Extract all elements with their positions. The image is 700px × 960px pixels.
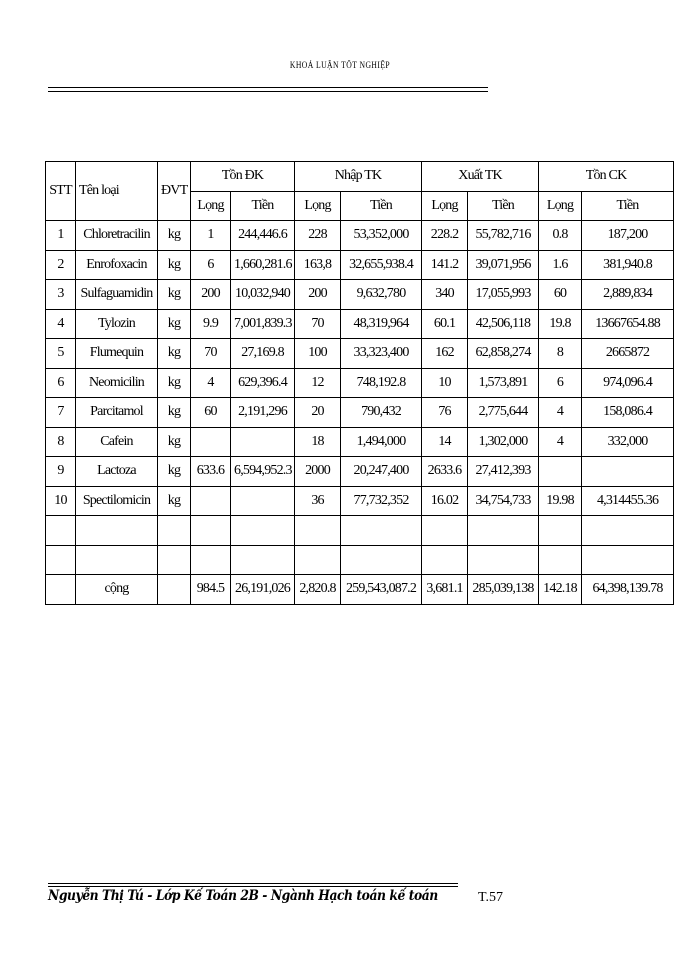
cell-dvt: kg	[158, 339, 191, 369]
cell-xuat-luong: 60.1	[422, 309, 468, 339]
cell-ck-luong: 1.6	[539, 250, 582, 280]
empty-cell	[46, 516, 76, 546]
empty-cell	[422, 516, 468, 546]
cell-nhap-tien: 53,352,000	[341, 221, 422, 251]
cell-dk-tien: 2,191,296	[231, 398, 295, 428]
cell-name: Chloretracilin	[76, 221, 158, 251]
col-header-nhap-luong: Lọng	[295, 191, 341, 221]
col-header-ck-tien: Tiền	[582, 191, 674, 221]
cell-nhap-luong: 228	[295, 221, 341, 251]
header-rule-bottom	[48, 91, 488, 92]
cell-ck-tien: 2665872	[582, 339, 674, 369]
cell-ck-tien	[582, 457, 674, 487]
cell-dvt: kg	[158, 221, 191, 251]
cell-ck-tien: 332,000	[582, 427, 674, 457]
cell-nhap-luong: 18	[295, 427, 341, 457]
empty-cell	[46, 545, 76, 575]
cell-stt: 4	[46, 309, 76, 339]
inventory-table	[45, 161, 674, 605]
cell-nhap-luong: 100	[295, 339, 341, 369]
cell-dk-luong	[191, 427, 231, 457]
cell-ck-luong	[539, 457, 582, 487]
cell-nhap-tien: 32,655,938.4	[341, 250, 422, 280]
cell-xuat-tien: 42,506,118	[468, 309, 539, 339]
cell-stt: 5	[46, 339, 76, 369]
cell-name: Cafein	[76, 427, 158, 457]
cell-name: Parcitamol	[76, 398, 158, 428]
cell-name: Lactoza	[76, 457, 158, 487]
cell-name: Sulfaguamidin	[76, 280, 158, 310]
table-row	[46, 309, 674, 339]
cell-dk-luong: 200	[191, 280, 231, 310]
cell-nhap-tien: 48,319,964	[341, 309, 422, 339]
cell-nhap-tien: 33,323,400	[341, 339, 422, 369]
empty-cell	[191, 516, 231, 546]
cell-ck-luong: 60	[539, 280, 582, 310]
cell-dk-tien: 629,396.4	[231, 368, 295, 398]
cell-ck-luong: 8	[539, 339, 582, 369]
cell-dk-luong: 1	[191, 221, 231, 251]
cell-stt: 8	[46, 427, 76, 457]
cell-xuat-luong: 228.2	[422, 221, 468, 251]
total-cell-stt	[46, 575, 76, 605]
cell-ck-luong: 6	[539, 368, 582, 398]
empty-cell	[295, 516, 341, 546]
cell-xuat-tien: 2,775,644	[468, 398, 539, 428]
cell-nhap-tien: 748,192.8	[341, 368, 422, 398]
table-row	[46, 250, 674, 280]
cell-dk-luong: 6	[191, 250, 231, 280]
cell-ck-luong: 19.98	[539, 486, 582, 516]
cell-xuat-luong: 10	[422, 368, 468, 398]
cell-ck-tien: 187,200	[582, 221, 674, 251]
cell-xuat-luong: 340	[422, 280, 468, 310]
empty-cell	[582, 545, 674, 575]
col-header-ton-dk: Tồn ĐK	[191, 162, 295, 192]
cell-nhap-luong: 36	[295, 486, 341, 516]
cell-name: Enrofoxacin	[76, 250, 158, 280]
page-header-title: KHOÁ LUẬN TỐT NGHIỆP	[289, 60, 391, 70]
cell-name: Tylozin	[76, 309, 158, 339]
cell-dvt: kg	[158, 309, 191, 339]
empty-cell	[341, 516, 422, 546]
total-xuat-luong: 3,681.1	[422, 575, 468, 605]
cell-name: Spectilomicin	[76, 486, 158, 516]
cell-nhap-luong: 2000	[295, 457, 341, 487]
cell-dk-luong: 633.6	[191, 457, 231, 487]
header-rule-top	[48, 87, 488, 88]
page-number: T.57	[478, 890, 504, 905]
empty-cell	[422, 545, 468, 575]
cell-xuat-luong: 14	[422, 427, 468, 457]
empty-row	[46, 516, 674, 546]
cell-xuat-luong: 76	[422, 398, 468, 428]
cell-xuat-tien: 62,858,274	[468, 339, 539, 369]
empty-cell	[158, 516, 191, 546]
total-xuat-tien: 285,039,138	[468, 575, 539, 605]
total-nhap-luong: 2,820.8	[295, 575, 341, 605]
cell-xuat-tien: 17,055,993	[468, 280, 539, 310]
col-header-dvt: ĐVT	[158, 162, 191, 221]
cell-dk-tien	[231, 486, 295, 516]
table-row	[46, 280, 674, 310]
empty-cell	[76, 545, 158, 575]
cell-name: Neomicilin	[76, 368, 158, 398]
empty-cell	[539, 516, 582, 546]
cell-xuat-tien: 34,754,733	[468, 486, 539, 516]
footer-author-line: Nguyễn Thị Tú - Lớp Kế Toán 2B - Ngành Hạch toán kế toán	[48, 888, 438, 904]
empty-cell	[295, 545, 341, 575]
col-header-ck-luong: Lọng	[539, 191, 582, 221]
cell-xuat-tien: 55,782,716	[468, 221, 539, 251]
cell-ck-luong: 0.8	[539, 221, 582, 251]
cell-xuat-tien: 1,302,000	[468, 427, 539, 457]
total-cell-dvt	[158, 575, 191, 605]
cell-nhap-luong: 70	[295, 309, 341, 339]
cell-ck-luong: 4	[539, 398, 582, 428]
col-header-nhap-tien: Tiền	[341, 191, 422, 221]
cell-dk-tien	[231, 427, 295, 457]
cell-dk-tien: 10,032,940	[231, 280, 295, 310]
cell-dk-tien: 1,660,281.6	[231, 250, 295, 280]
table-row	[46, 486, 674, 516]
table-row	[46, 427, 674, 457]
total-row	[46, 575, 674, 605]
cell-nhap-tien: 1,494,000	[341, 427, 422, 457]
empty-cell	[231, 545, 295, 575]
cell-ck-tien: 13667654.88	[582, 309, 674, 339]
cell-name: Flumequin	[76, 339, 158, 369]
cell-dk-luong: 60	[191, 398, 231, 428]
cell-ck-luong: 19.8	[539, 309, 582, 339]
cell-nhap-tien: 9,632,780	[341, 280, 422, 310]
col-header-ton-ck: Tồn CK	[539, 162, 674, 192]
cell-stt: 3	[46, 280, 76, 310]
cell-xuat-tien: 1,573,891	[468, 368, 539, 398]
table-body	[46, 221, 674, 575]
col-header-stt: STT	[46, 162, 76, 221]
cell-nhap-luong: 200	[295, 280, 341, 310]
cell-xuat-tien: 39,071,956	[468, 250, 539, 280]
total-ck-luong: 142.18	[539, 575, 582, 605]
total-dk-luong: 984.5	[191, 575, 231, 605]
cell-dvt: kg	[158, 250, 191, 280]
col-header-xuat-tien: Tiền	[468, 191, 539, 221]
cell-ck-tien: 381,940.8	[582, 250, 674, 280]
cell-ck-tien: 2,889,834	[582, 280, 674, 310]
col-header-dk-tien: Tiền	[231, 191, 295, 221]
cell-dvt: kg	[158, 398, 191, 428]
cell-xuat-luong: 16.02	[422, 486, 468, 516]
table-row	[46, 457, 674, 487]
cell-dvt: kg	[158, 457, 191, 487]
cell-ck-tien: 158,086.4	[582, 398, 674, 428]
cell-dk-luong: 70	[191, 339, 231, 369]
cell-nhap-tien: 790,432	[341, 398, 422, 428]
cell-stt: 1	[46, 221, 76, 251]
cell-dk-luong: 4	[191, 368, 231, 398]
empty-cell	[539, 545, 582, 575]
cell-dk-luong	[191, 486, 231, 516]
total-label: cộng	[76, 575, 158, 605]
col-header-ten-loai: Tên loại	[76, 162, 158, 221]
cell-xuat-luong: 2633.6	[422, 457, 468, 487]
cell-xuat-luong: 141.2	[422, 250, 468, 280]
cell-dk-tien: 6,594,952.3	[231, 457, 295, 487]
cell-stt: 9	[46, 457, 76, 487]
cell-xuat-luong: 162	[422, 339, 468, 369]
footer-rule-bottom	[48, 886, 458, 887]
empty-cell	[582, 516, 674, 546]
cell-ck-luong: 4	[539, 427, 582, 457]
empty-cell	[341, 545, 422, 575]
cell-stt: 7	[46, 398, 76, 428]
empty-cell	[468, 545, 539, 575]
cell-stt: 10	[46, 486, 76, 516]
cell-dvt: kg	[158, 280, 191, 310]
cell-nhap-luong: 20	[295, 398, 341, 428]
empty-cell	[76, 516, 158, 546]
col-header-dk-luong: Lọng	[191, 191, 231, 221]
cell-ck-tien: 4,314455.36	[582, 486, 674, 516]
cell-dvt: kg	[158, 427, 191, 457]
col-header-xuat-luong: Lọng	[422, 191, 468, 221]
table-row	[46, 221, 674, 251]
total-ck-tien: 64,398,139.78	[582, 575, 674, 605]
table-row	[46, 339, 674, 369]
table-row	[46, 398, 674, 428]
total-nhap-tien: 259,543,087.2	[341, 575, 422, 605]
cell-dk-tien: 27,169.8	[231, 339, 295, 369]
cell-nhap-tien: 77,732,352	[341, 486, 422, 516]
empty-row	[46, 545, 674, 575]
footer-rule-top	[48, 883, 458, 884]
total-dk-tien: 26,191,026	[231, 575, 295, 605]
cell-dk-tien: 7,001,839.3	[231, 309, 295, 339]
cell-dvt: kg	[158, 486, 191, 516]
cell-dvt: kg	[158, 368, 191, 398]
empty-cell	[468, 516, 539, 546]
col-header-xuat-tk: Xuất TK	[422, 162, 539, 192]
col-header-nhap-tk: Nhập TK	[295, 162, 422, 192]
cell-ck-tien: 974,096.4	[582, 368, 674, 398]
table-row	[46, 368, 674, 398]
cell-xuat-tien: 27,412,393	[468, 457, 539, 487]
header-row-top	[46, 162, 674, 192]
cell-stt: 6	[46, 368, 76, 398]
empty-cell	[158, 545, 191, 575]
cell-dk-luong: 9.9	[191, 309, 231, 339]
cell-nhap-luong: 12	[295, 368, 341, 398]
empty-cell	[231, 516, 295, 546]
cell-nhap-tien: 20,247,400	[341, 457, 422, 487]
cell-dk-tien: 244,446.6	[231, 221, 295, 251]
empty-cell	[191, 545, 231, 575]
cell-stt: 2	[46, 250, 76, 280]
cell-nhap-luong: 163,8	[295, 250, 341, 280]
